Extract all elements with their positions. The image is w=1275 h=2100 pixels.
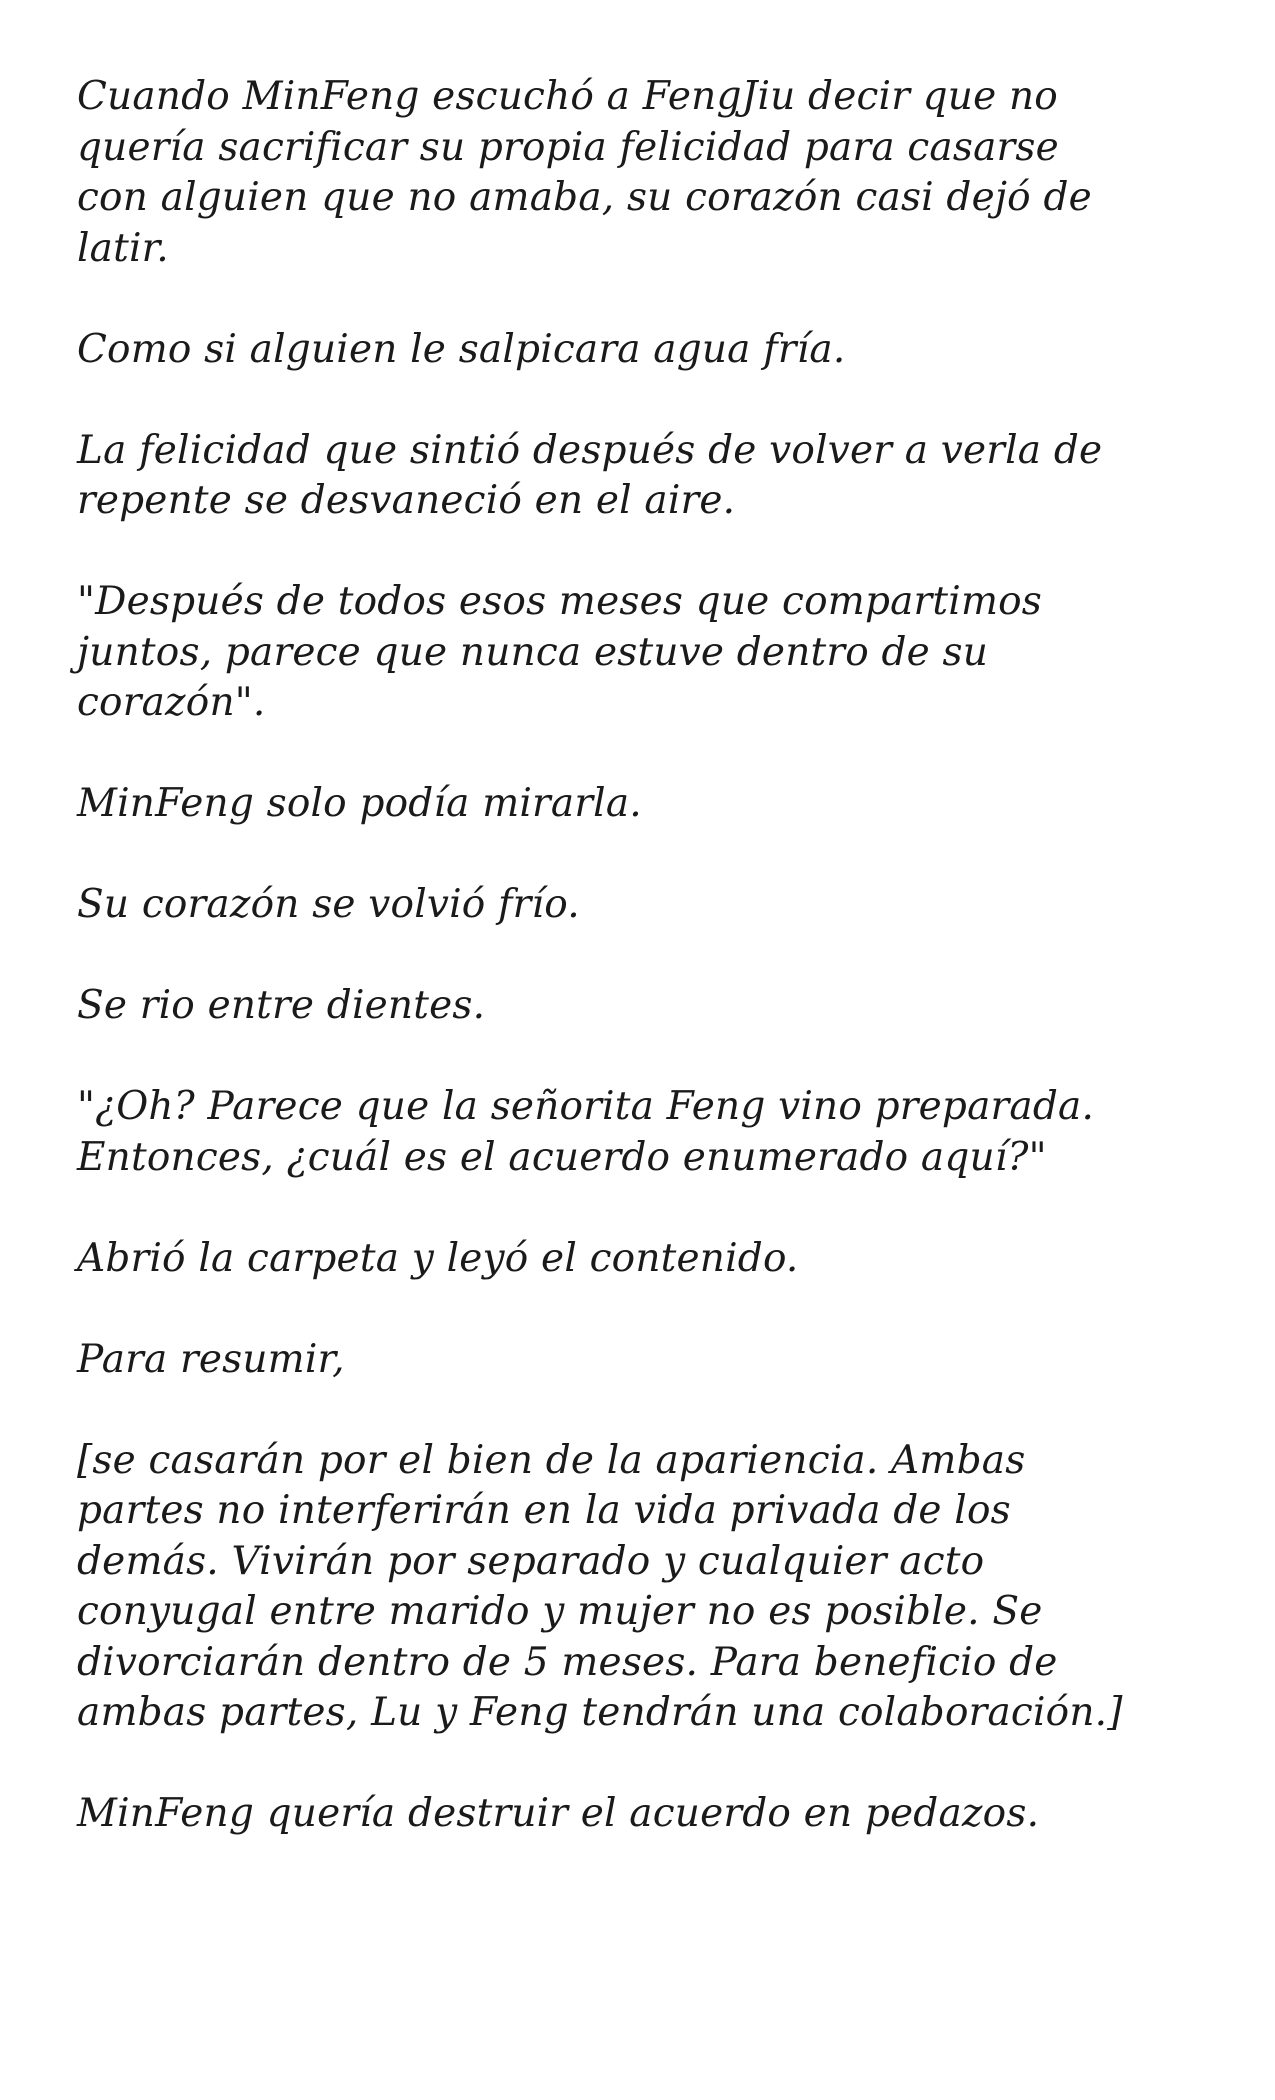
story-text — [77, 72, 1227, 1890]
paragraph-7: Se rio entre dientes. — [77, 983, 486, 1028]
paragraph-8: "¿Oh? Parece que la señorita Feng vino preparada. Entonces, ¿cuál es el acuerdo enumerado aquí?" — [77, 1084, 1095, 1180]
paragraph-4: "Después de todos esos meses que compartimos juntos, parece que nunca estuve dentro de su corazón". — [77, 579, 1043, 725]
paragraph-1: Cuando MinFeng escuchó a FengJiu decir que no quería sacrificar su propia felicidad para casarse con alguien que no amaba, su corazón casi dejó de latir. — [77, 74, 1092, 271]
paragraph-6: Su corazón se volvió frío. — [77, 882, 580, 927]
paragraph-9: Abrió la carpeta y leyó el contenido. — [77, 1235, 799, 1281]
paragraph-5: MinFeng solo podía mirarla. — [77, 781, 642, 826]
paragraph-12: MinFeng quería destruir el acuerdo en pedazos. — [77, 1791, 1040, 1836]
paragraph-3: La felicidad que sintió después de volver a verla de repente se desvaneció en el aire. — [77, 427, 1103, 523]
paragraph-11: [se casarán por el bien de la apariencia. Ambas partes no interferirán en la vida privada de los demás. Vivirán por separado y cualquier acto conyugal entre marido y mujer no es posible. Se divorciarán dentro de 5 meses. Para beneficio de ambas partes, Lu y Feng tendrán una colaboración.] — [77, 1437, 1123, 1735]
paragraph-10: Para resumir, — [77, 1336, 345, 1382]
paragraph-2: Como si alguien le salpicara agua fría. — [77, 326, 846, 372]
